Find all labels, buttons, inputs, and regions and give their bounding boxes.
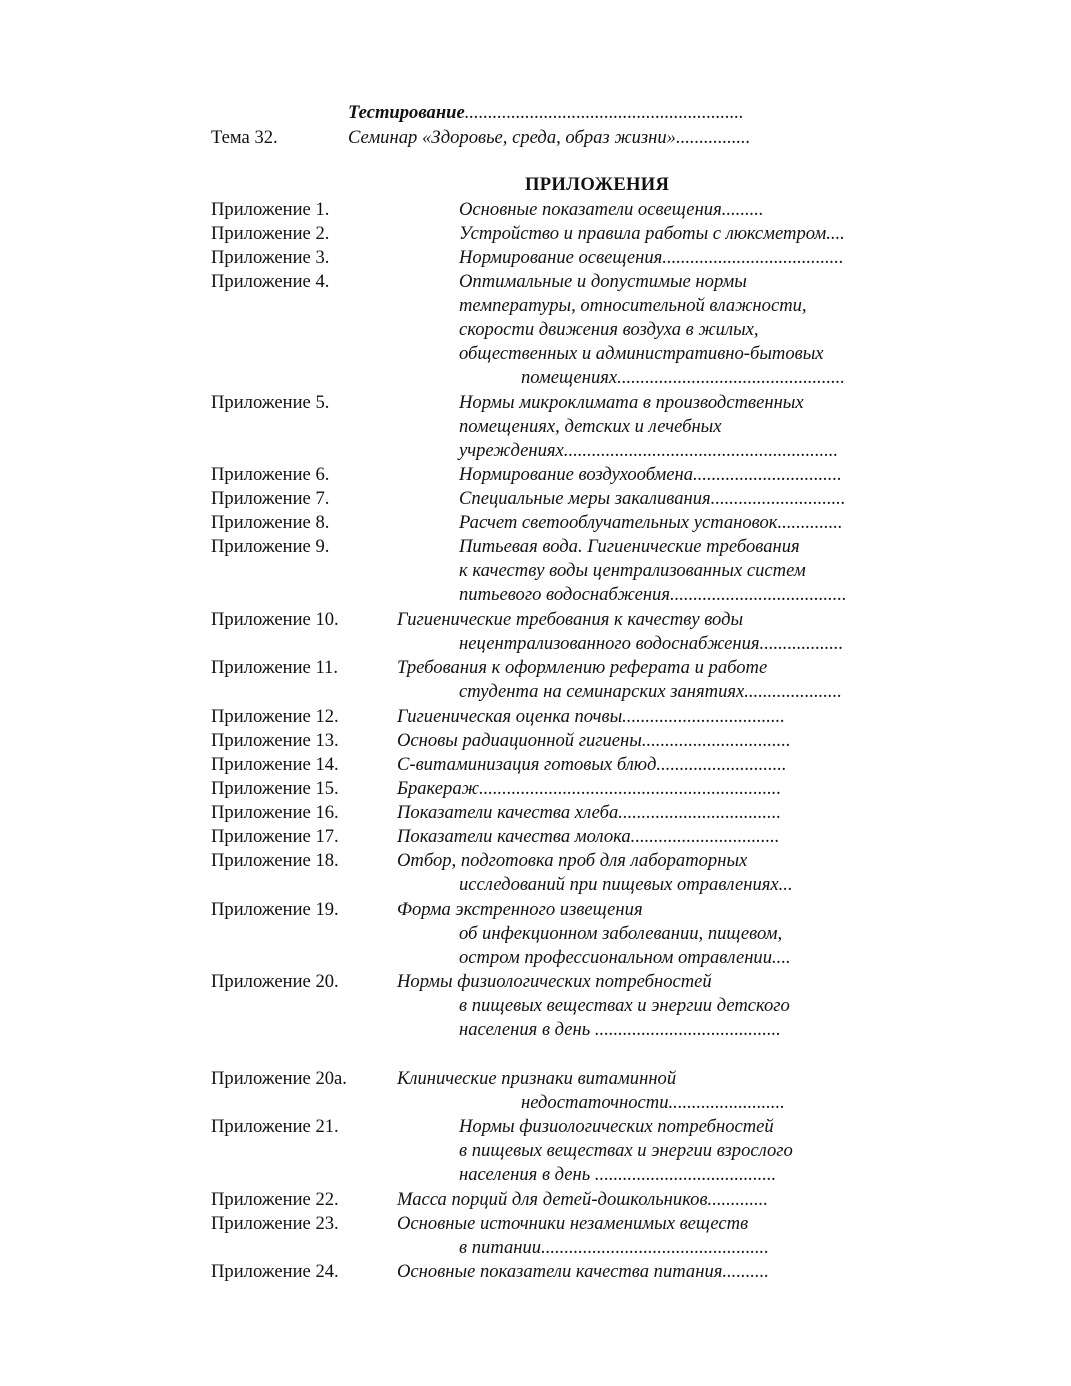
appendix-label: Приложение 16. (211, 802, 339, 823)
appendix-label: Приложение 14. (211, 754, 339, 775)
appendix-title-line: исследований при пищевых отравлениях... (459, 874, 793, 895)
appendix-label: Приложение 4. (211, 271, 330, 292)
appendix-title-line: Нормы микроклимата в производственных (459, 392, 804, 413)
appendix-label: Приложение 21. (211, 1116, 339, 1137)
appendix-title-line: Нормы физиологических потребностей (459, 1116, 774, 1137)
appendix-title-line: Требования к оформлению реферата и работе (397, 657, 768, 678)
appendix-title-line: Гигиенические требования к качеству воды (397, 609, 744, 630)
appendix-title-line: в пищевых веществах и энергии детского (459, 995, 790, 1016)
appendix-title-line: скорости движения воздуха в жилых, (459, 319, 759, 340)
appendix-label: Приложение 6. (211, 464, 330, 485)
appendix-title-line: Оптимальные и допустимые нормы (459, 271, 747, 292)
appendix-title-line: учреждениях........................................................... (459, 440, 839, 461)
appendix-label: Приложение 8. (211, 512, 330, 533)
appendix-label: Приложение 24. (211, 1261, 339, 1282)
appendix-label: Приложение 13. (211, 730, 339, 751)
appendix-title-line: населения в день ....................................... (459, 1164, 777, 1185)
appendix-label: Приложение 15. (211, 778, 339, 799)
appendix-label: Приложение 18. (211, 850, 339, 871)
appendix-label: Приложение 10. (211, 609, 339, 630)
topic-32-label: Тема 32. (211, 127, 278, 148)
appendix-title-line: Устройство и правила работы с люксметром.... (459, 223, 845, 244)
appendix-label: Приложение 20а. (211, 1068, 347, 1089)
appendix-title-line: об инфекционном заболевании, пищевом, (459, 923, 783, 944)
appendix-label: Приложение 3. (211, 247, 330, 268)
appendix-title-line: остром профессиональном отравлении.... (459, 947, 791, 968)
appendix-title-line: Основные показатели качества питания.......... (397, 1261, 769, 1282)
appendix-title-line: в питании................................................. (459, 1237, 769, 1258)
appendix-label: Приложение 5. (211, 392, 330, 413)
appendix-title-line: Нормы физиологических потребностей (397, 971, 712, 992)
testing-title: Тестирование (348, 102, 465, 123)
appendix-title-line: Масса порций для детей-дошкольников............. (397, 1189, 768, 1210)
appendix-title-line: Показатели качества хлеба................................... (397, 802, 781, 823)
appendix-label: Приложение 17. (211, 826, 339, 847)
appendix-title-line: нецентрализованного водоснабжения.................. (459, 633, 844, 654)
appendix-label: Приложение 19. (211, 899, 339, 920)
appendix-label: Приложение 23. (211, 1213, 339, 1234)
appendix-title-line: температуры, относительной влажности, (459, 295, 807, 316)
appendix-title-line: Специальные меры закаливания............................. (459, 488, 846, 509)
appendix-label: Приложение 9. (211, 536, 330, 557)
appendix-title-line: Нормирование освещения....................................... (459, 247, 844, 268)
appendix-title-line: населения в день ........................................ (459, 1019, 781, 1040)
appendix-title-line: Отбор, подготовка проб для лабораторных (397, 850, 748, 871)
appendix-title-line: общественных и административно-бытовых (459, 343, 824, 364)
appendix-title-line: Бракераж................................................................. (397, 778, 782, 799)
appendix-title-line: Питьевая вода. Гигиенические требования (459, 536, 800, 557)
section-title: ПРИЛОЖЕНИЯ (525, 174, 670, 195)
appendix-title-line: Клинические признаки витаминной (397, 1068, 677, 1089)
appendix-title-line: помещениях................................................. (521, 367, 845, 388)
appendix-title-line: Основы радиационной гигиены................................ (397, 730, 791, 751)
appendix-title-line: Основные показатели освещения......... (459, 199, 764, 220)
appendix-label: Приложение 22. (211, 1189, 339, 1210)
appendix-title-line: Гигиеническая оценка почвы................................... (397, 706, 785, 727)
appendix-title-line: недостаточности......................... (521, 1092, 785, 1113)
testing-entry (348, 101, 744, 125)
appendix-label: Приложение 1. (211, 199, 330, 220)
appendix-title-line: к качеству воды централизованных систем (459, 560, 806, 581)
appendix-title-line: Форма экстренного извещения (397, 899, 643, 920)
appendix-title-line: студента на семинарских занятиях..................... (459, 681, 842, 702)
topic-32-title: Семинар «Здоровье, среда, образ жизни»................ (348, 127, 751, 148)
appendix-title-line: Расчет светооблучательных установок.............. (459, 512, 843, 533)
appendix-label: Приложение 7. (211, 488, 330, 509)
appendix-label: Приложение 2. (211, 223, 330, 244)
appendix-title-line: С-витаминизация готовых блюд............................ (397, 754, 787, 775)
appendix-title-line: Показатели качества молока................................ (397, 826, 780, 847)
appendix-label: Приложение 12. (211, 706, 339, 727)
appendix-title-line: питьевого водоснабжения...................................... (459, 584, 847, 605)
appendix-label: Приложение 11. (211, 657, 338, 678)
testing-leader: ............................................................ (464, 102, 744, 123)
appendix-label: Приложение 20. (211, 971, 339, 992)
appendix-title-line: Основные источники незаменимых веществ (397, 1213, 749, 1234)
appendix-title-line: в пищевых веществах и энергии взрослого (459, 1140, 793, 1161)
appendix-title-line: Нормирование воздухообмена................................ (459, 464, 842, 485)
appendix-title-line: помещениях, детских и лечебных (459, 416, 722, 437)
